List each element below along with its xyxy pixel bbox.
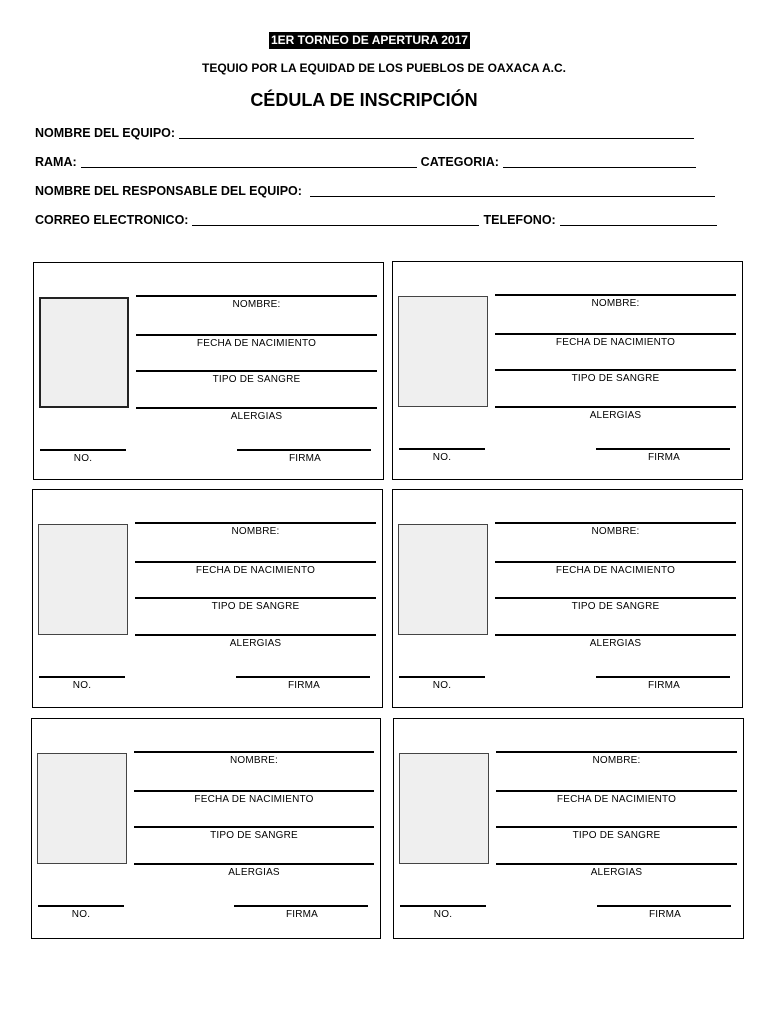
name-line[interactable] <box>134 751 374 753</box>
birthdate-label: FECHA DE NACIMIENTO <box>196 338 317 349</box>
number-label: NO. <box>71 909 91 920</box>
name-label: NOMBRE: <box>591 526 640 537</box>
branch-label: RAMA: <box>35 155 77 169</box>
team-name-field[interactable] <box>179 126 694 139</box>
branch-field[interactable] <box>81 155 417 168</box>
birthdate-line[interactable] <box>134 790 374 792</box>
allergies-line[interactable] <box>134 863 374 865</box>
blood-type-label: TIPO DE SANGRE <box>572 830 661 841</box>
signature-line[interactable] <box>596 448 730 450</box>
category-field[interactable] <box>503 155 696 168</box>
allergies-line[interactable] <box>495 634 736 636</box>
photo-placeholder[interactable] <box>39 297 129 408</box>
allergies-line[interactable] <box>496 863 737 865</box>
birthdate-label: FECHA DE NACIMIENTO <box>194 794 314 805</box>
birthdate-label: FECHA DE NACIMIENTO <box>555 565 676 576</box>
number-line[interactable] <box>39 676 125 678</box>
name-label: NOMBRE: <box>231 526 280 537</box>
allergies-line[interactable] <box>135 634 376 636</box>
allergies-label: ALERGIAS <box>229 638 282 649</box>
signature-label: FIRMA <box>647 452 681 463</box>
player-card <box>392 261 743 480</box>
allergies-line[interactable] <box>136 407 377 409</box>
signature-line[interactable] <box>234 905 368 907</box>
signature-line[interactable] <box>237 449 371 451</box>
player-card <box>32 489 383 708</box>
photo-placeholder[interactable] <box>398 296 488 407</box>
number-line[interactable] <box>40 449 126 451</box>
signature-line[interactable] <box>596 676 730 678</box>
number-line[interactable] <box>399 676 485 678</box>
number-line[interactable] <box>399 448 485 450</box>
team-name-row <box>35 124 694 140</box>
number-label: NO. <box>432 452 452 463</box>
signature-line[interactable] <box>236 676 370 678</box>
blood-type-label: TIPO DE SANGRE <box>571 601 660 612</box>
name-label: NOMBRE: <box>591 298 640 309</box>
player-card <box>31 718 381 939</box>
allergies-line[interactable] <box>495 406 736 408</box>
allergies-label: ALERGIAS <box>589 410 642 421</box>
number-label: NO. <box>432 680 452 691</box>
name-line[interactable] <box>495 522 736 524</box>
photo-placeholder[interactable] <box>399 753 489 864</box>
blood-type-label: TIPO DE SANGRE <box>571 373 660 384</box>
signature-label: FIRMA <box>287 680 321 691</box>
signature-label: FIRMA <box>648 909 682 920</box>
birthdate-label: FECHA DE NACIMIENTO <box>195 565 316 576</box>
name-line[interactable] <box>136 295 377 297</box>
branch-category-row <box>35 153 696 169</box>
birthdate-label: FECHA DE NACIMIENTO <box>556 794 677 805</box>
blood-type-line[interactable] <box>136 370 377 372</box>
name-label: NOMBRE: <box>232 299 281 310</box>
photo-placeholder[interactable] <box>38 524 128 635</box>
manager-row <box>35 182 715 198</box>
blood-type-line[interactable] <box>496 826 737 828</box>
document-title: CÉDULA DE INSCRIPCIÓN <box>250 90 478 110</box>
blood-type-line[interactable] <box>135 597 376 599</box>
tournament-banner: 1ER TORNEO DE APERTURA 2017 <box>271 33 468 47</box>
blood-type-line[interactable] <box>495 597 736 599</box>
signature-label: FIRMA <box>285 909 319 920</box>
signature-label: FIRMA <box>647 680 681 691</box>
player-card <box>392 489 743 708</box>
blood-type-label: TIPO DE SANGRE <box>212 374 301 385</box>
allergies-label: ALERGIAS <box>589 638 642 649</box>
blood-type-label: TIPO DE SANGRE <box>210 830 298 841</box>
number-label: NO. <box>433 909 453 920</box>
allergies-label: ALERGIAS <box>590 867 643 878</box>
name-line[interactable] <box>496 751 737 753</box>
phone-field[interactable] <box>560 213 717 226</box>
email-field[interactable] <box>192 213 479 226</box>
category-label: CATEGORIA: <box>420 155 499 169</box>
manager-label: NOMBRE DEL RESPONSABLE DEL EQUIPO: <box>35 184 302 198</box>
signature-line[interactable] <box>597 905 731 907</box>
birthdate-line[interactable] <box>495 561 736 563</box>
allergies-label: ALERGIAS <box>230 411 283 422</box>
name-label: NOMBRE: <box>229 755 279 766</box>
organization-name: TEQUIO POR LA EQUIDAD DE LOS PUEBLOS DE OAXACA A.C. <box>201 61 567 75</box>
blood-type-line[interactable] <box>134 826 374 828</box>
phone-label: TELEFONO: <box>483 213 556 227</box>
photo-placeholder[interactable] <box>398 524 488 635</box>
player-card <box>393 718 744 939</box>
contact-row <box>35 211 717 227</box>
name-line[interactable] <box>135 522 376 524</box>
team-name-label: NOMBRE DEL EQUIPO: <box>35 126 176 140</box>
birthdate-line[interactable] <box>135 561 376 563</box>
allergies-label: ALERGIAS <box>228 867 280 878</box>
number-line[interactable] <box>400 905 486 907</box>
manager-field[interactable] <box>310 184 715 197</box>
birthdate-line[interactable] <box>496 790 737 792</box>
blood-type-line[interactable] <box>495 369 736 371</box>
birthdate-label: FECHA DE NACIMIENTO <box>555 337 676 348</box>
birthdate-line[interactable] <box>495 333 736 335</box>
number-label: NO. <box>73 453 93 464</box>
birthdate-line[interactable] <box>136 334 377 336</box>
signature-label: FIRMA <box>288 453 322 464</box>
player-card <box>33 262 384 480</box>
blood-type-label: TIPO DE SANGRE <box>211 601 300 612</box>
name-label: NOMBRE: <box>592 755 641 766</box>
email-label: CORREO ELECTRONICO: <box>35 213 189 227</box>
photo-placeholder[interactable] <box>37 753 127 864</box>
number-line[interactable] <box>38 905 124 907</box>
number-label: NO. <box>72 680 92 691</box>
name-line[interactable] <box>495 294 736 296</box>
